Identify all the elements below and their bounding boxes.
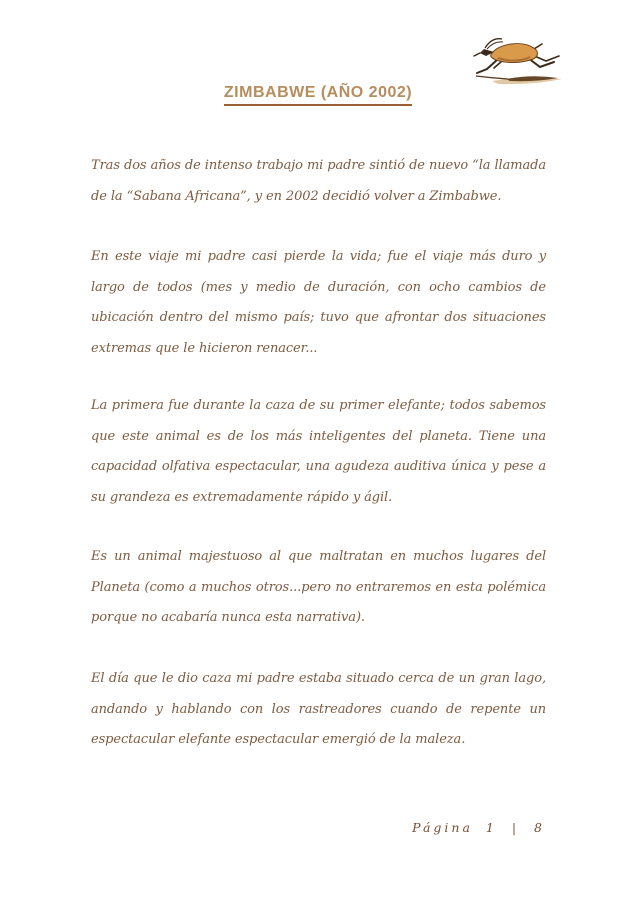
- page-footer: [412, 820, 545, 835]
- page-title-text: ZIMBABWE (AÑO 2002): [224, 84, 412, 106]
- page-title: [0, 84, 636, 106]
- footer-page-label: Página: [412, 820, 473, 835]
- paragraph-elephant-hunt: La primera fue durante la caza de su primer elefante; todos sabemos que este animal es de los más inteligentes del planeta. Tiene una capacidad olfativa espectacular, una agudeza auditiva única y pese a su grandeza es extremadamente rápido y ágil.: [91, 398, 546, 505]
- leaping-gazelle-icon: [472, 34, 568, 86]
- paragraph-intro: Tras dos años de intenso trabajo mi padre sintió de nuevo “la llamada de la “Sabana Africana”, y en 2002 decidió volver a Zimbabwe.: [91, 158, 546, 204]
- footer-separator: |: [511, 820, 520, 835]
- footer-page-count: 8: [534, 820, 545, 835]
- footer-page-number: 1: [485, 820, 497, 835]
- gazelle-illustration: [472, 34, 568, 86]
- paragraph-journey: En este viaje mi padre casi pierde la vida; fue el viaje más duro y largo de todos (mes y medio de duración, con ocho cambios de ubicación dentro del mismo país; tuvo que afrontar dos situaciones extremas que le hicieron renacer...: [91, 249, 546, 356]
- paragraph-lake-encounter: El día que le dio caza mi padre estaba situado cerca de un gran lago, andando y hablando con los rastreadores cuando de repente un espectacular elefante espectacular emergió de la maleza.: [91, 671, 546, 747]
- paragraph-majestic-animal: Es un animal majestuoso al que maltratan en muchos lugares del Planeta (como a muchos otros...pero no entraremos en esta polémica porque no acabaría nunca esta narrativa).: [91, 549, 546, 625]
